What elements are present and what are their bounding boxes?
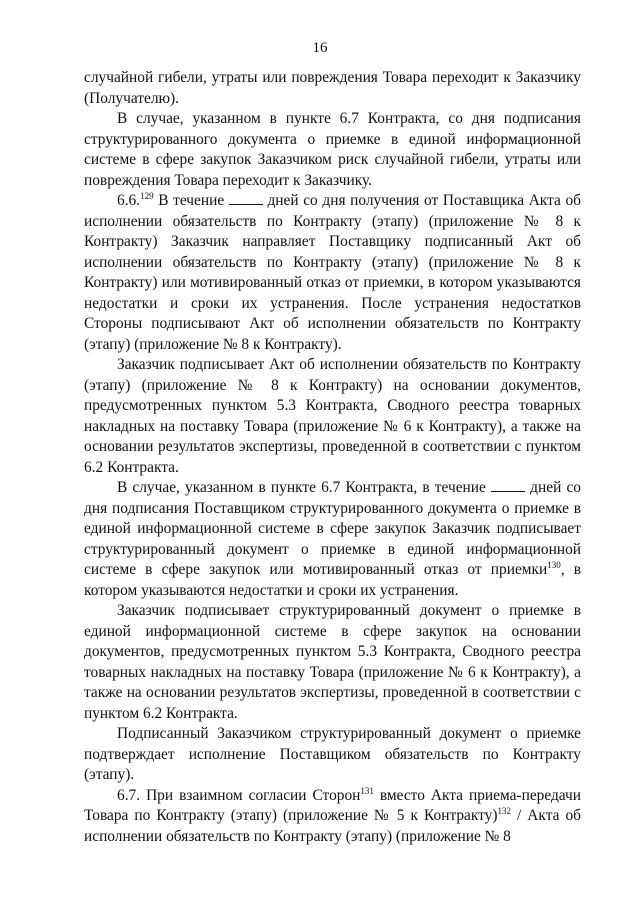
paragraph-text: 6.6. [117, 192, 141, 209]
document-body [84, 68, 581, 847]
paragraph-text: случайной гибели, утраты или повреждения Товара переходит к Заказчику (Получателю). [84, 69, 581, 107]
blank-line [491, 479, 525, 492]
paragraph-text: Заказчик подписывает структурированный документ о приемке в единой информационной системе в сфере закупок на основании документов, предусмотренных пунктом 5.3 Контракта, Сводного реестра товарных накладных на поставку Товара (приложение № 6 к Контракту), а также на основании результатов экспертизы, проведенной в соответствии с пунктом 6.2 Контракта. [84, 602, 581, 722]
paragraph-text: вместо Акта приема-передачи Товара по Контракту (этапу) (приложение № 5 к Контракту) [84, 786, 581, 824]
paragraph-text: , в котором указываются недостатки и сроки их устранения. [84, 561, 581, 599]
paragraph-p7 [84, 786, 581, 848]
paragraph-p5 [84, 601, 581, 724]
paragraph-text: дней со дня подписания Поставщиком структурированного документа о приемке в единой информационной системе в сфере закупок Заказчик подписывает структурированный документ о приемке в единой информационной системе в сфере закупок или мотивированный отказ от приемки [84, 479, 581, 578]
footnote-ref: 132 [497, 805, 511, 816]
paragraph-p1 [84, 109, 581, 191]
paragraph-p0 [84, 68, 581, 109]
paragraph-p3 [84, 355, 581, 478]
paragraph-p4 [84, 478, 581, 601]
paragraph-text: В случае, указанном в пункте 6.7 Контракта, в течение [117, 479, 492, 496]
paragraph-text: Подписанный Заказчиком структурированный документ о приемке подтверждает исполнение Поставщиком обязательств по Контракту (этапу). [84, 725, 581, 783]
paragraph-text: В случае, указанном в пункте 6.7 Контракта, со дня подписания структурированного документа о приемке в единой информационной системе в сфере закупок Заказчиком риск случайной гибели, утраты или повреждения Товара переходит к Заказчику. [84, 110, 581, 189]
footnote-ref: 130 [547, 559, 561, 570]
blank-line [229, 192, 263, 205]
paragraph-text: / Акта об исполнении обязательств по Контракту (этапу) (приложение № 8 [84, 807, 581, 845]
paragraph-text: Заказчик подписывает Акт об исполнении обязательств по Контракту (этапу) (приложение № 8 к Контракту) на основании документов, предусмотренных пунктом 5.3 Контракта, Сводного реестра товарных накладных на поставку Товара (приложение № 6 к Контракту), а также на основании результатов экспертизы, проведенной в соответствии с пунктом 6.2 Контракта. [84, 356, 581, 476]
footnote-ref: 131 [360, 785, 374, 796]
paragraph-text: 6.7. При взаимном согласии Сторон [117, 786, 361, 804]
paragraph-p6 [84, 724, 581, 786]
paragraph-text: дней со дня получения от Поставщика Акта об исполнении обязательств по Контракту (этапу) (приложение № 8 к Контракту) Заказчик направляет Поставщику подписанный Акт об исполнении обязательств по Контракту (этапу) (приложение № 8 к Контракту) или мотивированный отказ от приемки, в котором указываются недостатки и сроки их устранения. После устранения недостатков Стороны подписывают Акт об исполнении обязательств по Контракту (этапу) (приложение № 8 к Контракту). [84, 192, 581, 353]
page-number: 16 [312, 40, 328, 56]
paragraph-text: В течение [153, 192, 229, 209]
footnote-ref: 129 [140, 190, 154, 201]
paragraph-p2 [84, 191, 581, 355]
